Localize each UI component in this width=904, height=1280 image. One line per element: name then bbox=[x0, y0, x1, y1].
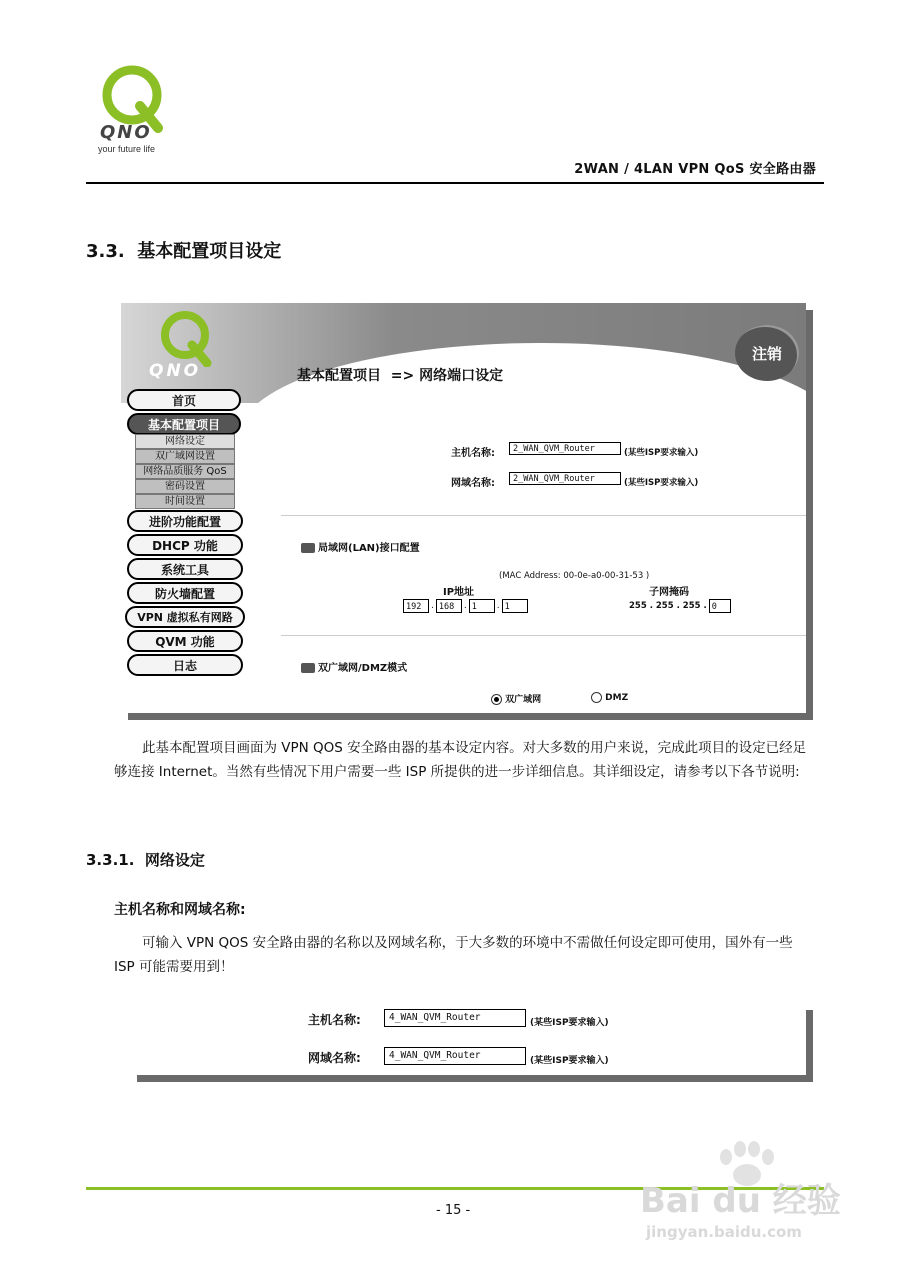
submenu-item-password[interactable]: 密码设置 bbox=[135, 479, 235, 494]
host-isp-note: (某些ISP要求输入) bbox=[624, 448, 699, 458]
qno-logo bbox=[96, 62, 176, 157]
sidebar-submenu bbox=[135, 434, 235, 509]
intro-paragraph: 此基本配置项目画面为 VPN QOS 安全路由器的基本设定内容。对大多数的用户来说，完成此项目的设定已经足够连接 Internet。当然有些情况下用户需要一些 ISP 所提供的进一步详细信息。其详细设定，请参考以下各节说明: bbox=[114, 740, 807, 780]
sidebar-item-dhcp[interactable]: DHCP 功能 bbox=[127, 534, 243, 556]
ip-octet-1[interactable]: 192 bbox=[403, 599, 429, 613]
screenshot-q-icon bbox=[157, 309, 217, 367]
mac-address: (MAC Address: 00-0e-a0-00-31-53 ) bbox=[499, 571, 650, 581]
radio-dmz[interactable] bbox=[591, 692, 628, 703]
radio-selected-icon[interactable] bbox=[491, 694, 502, 705]
sidebar-item-advanced[interactable]: 进阶功能配置 bbox=[127, 510, 243, 532]
sidebar-item-system-tools[interactable]: 系统工具 bbox=[127, 558, 243, 580]
radio-unselected-icon[interactable] bbox=[591, 692, 602, 703]
sidebar-item-home[interactable]: 首页 bbox=[127, 389, 241, 411]
ip-octet-4[interactable]: 1 bbox=[502, 599, 528, 613]
sidebar-item-firewall[interactable]: 防火墙配置 bbox=[127, 582, 243, 604]
logo-wordmark: QNO bbox=[100, 122, 152, 143]
breadcrumb: 基本配置项目 => 网络端口设定 bbox=[297, 368, 504, 384]
host-name-input[interactable]: 2_WAN_QVM_Router bbox=[509, 442, 621, 455]
domain-name-input[interactable]: 2_WAN_QVM_Router bbox=[509, 472, 621, 485]
divider bbox=[281, 635, 806, 636]
domain-isp-note: (某些ISP要求输入) bbox=[530, 1056, 609, 1066]
lan-section-title: 局域网(LAN)接口配置 bbox=[318, 543, 420, 554]
divider bbox=[281, 515, 806, 516]
sidebar-item-log[interactable]: 日志 bbox=[127, 654, 243, 676]
sidebar-item-vpn[interactable]: VPN 虚拟私有网路 bbox=[125, 606, 245, 628]
host-name-label: 主机名称: bbox=[308, 1013, 361, 1027]
domain-name-input[interactable]: 4_WAN_QVM_Router bbox=[384, 1047, 526, 1065]
subnet-mask-label: 子网掩码 bbox=[649, 587, 689, 598]
radio-dual-wan-label: 双广域网 bbox=[505, 695, 542, 705]
section-title: 3.3. 基本配置项目设定 bbox=[86, 241, 282, 262]
host-domain-heading: 主机名称和网域名称: bbox=[114, 902, 246, 918]
host-name-input[interactable]: 4_WAN_QVM_Router bbox=[384, 1009, 526, 1027]
subnet-mask-fields bbox=[629, 599, 731, 613]
watermark-url: jingyan.baidu.com bbox=[646, 1223, 802, 1241]
submenu-item-dual-wan[interactable]: 双广域网设置 bbox=[135, 449, 235, 464]
sidebar-item-basic-config[interactable]: 基本配置项目 bbox=[127, 413, 241, 435]
submenu-item-network[interactable]: 网络设定 bbox=[135, 434, 235, 449]
dual-wan-section-title: 双广域网/DMZ模式 bbox=[318, 663, 408, 674]
page-number: - 15 - bbox=[436, 1203, 471, 1218]
router-config-screenshot bbox=[121, 303, 806, 713]
ip-octet-3[interactable]: 1 bbox=[469, 599, 495, 613]
host-domain-screenshot bbox=[130, 1003, 806, 1075]
submenu-item-qos[interactable]: 网络品质服务 QoS bbox=[135, 464, 235, 479]
logo-tagline: your future life bbox=[98, 144, 156, 154]
subnet-mask-prefix: 255 . 255 . 255 . bbox=[629, 601, 707, 611]
host-domain-paragraph: 可输入 VPN QOS 安全路由器的名称以及网域名称，于大多数的环境中不需做任何设定即可使用，国外有一些 ISP 可能需要用到！ bbox=[114, 935, 793, 975]
radio-dmz-label: DMZ bbox=[605, 693, 629, 703]
screenshot-logo-text: QNO bbox=[149, 361, 202, 381]
domain-isp-note: (某些ISP要求输入) bbox=[624, 478, 699, 488]
host-isp-note: (某些ISP要求输入) bbox=[530, 1018, 609, 1028]
watermark-brand: Bai du 经验 bbox=[640, 1181, 841, 1221]
sidebar-item-qvm[interactable]: QVM 功能 bbox=[127, 630, 243, 652]
section-bullet-icon bbox=[301, 663, 315, 673]
section-bullet-icon bbox=[301, 543, 315, 553]
subnet-mask-last[interactable]: 0 bbox=[709, 599, 731, 613]
ip-octet-2[interactable]: 168 bbox=[436, 599, 462, 613]
ip-address-fields: 192 . 168 . 1 . 1 bbox=[403, 599, 528, 613]
logout-button[interactable]: 注销 bbox=[735, 325, 799, 381]
subsection-title: 3.3.1. 网络设定 bbox=[86, 851, 205, 869]
document-header-title: 2WAN / 4LAN VPN QoS 安全路由器 bbox=[574, 162, 816, 177]
domain-name-label: 网域名称: bbox=[308, 1051, 361, 1065]
host-name-label: 主机名称: bbox=[451, 448, 495, 459]
dual-wan-section-header bbox=[301, 659, 407, 674]
radio-dual-wan[interactable] bbox=[491, 692, 541, 705]
lan-section-header bbox=[301, 539, 420, 554]
domain-name-label: 网域名称: bbox=[451, 478, 495, 489]
submenu-item-time[interactable]: 时间设置 bbox=[135, 494, 235, 509]
header-rule bbox=[86, 182, 824, 184]
ip-label: IP地址 bbox=[443, 587, 475, 598]
